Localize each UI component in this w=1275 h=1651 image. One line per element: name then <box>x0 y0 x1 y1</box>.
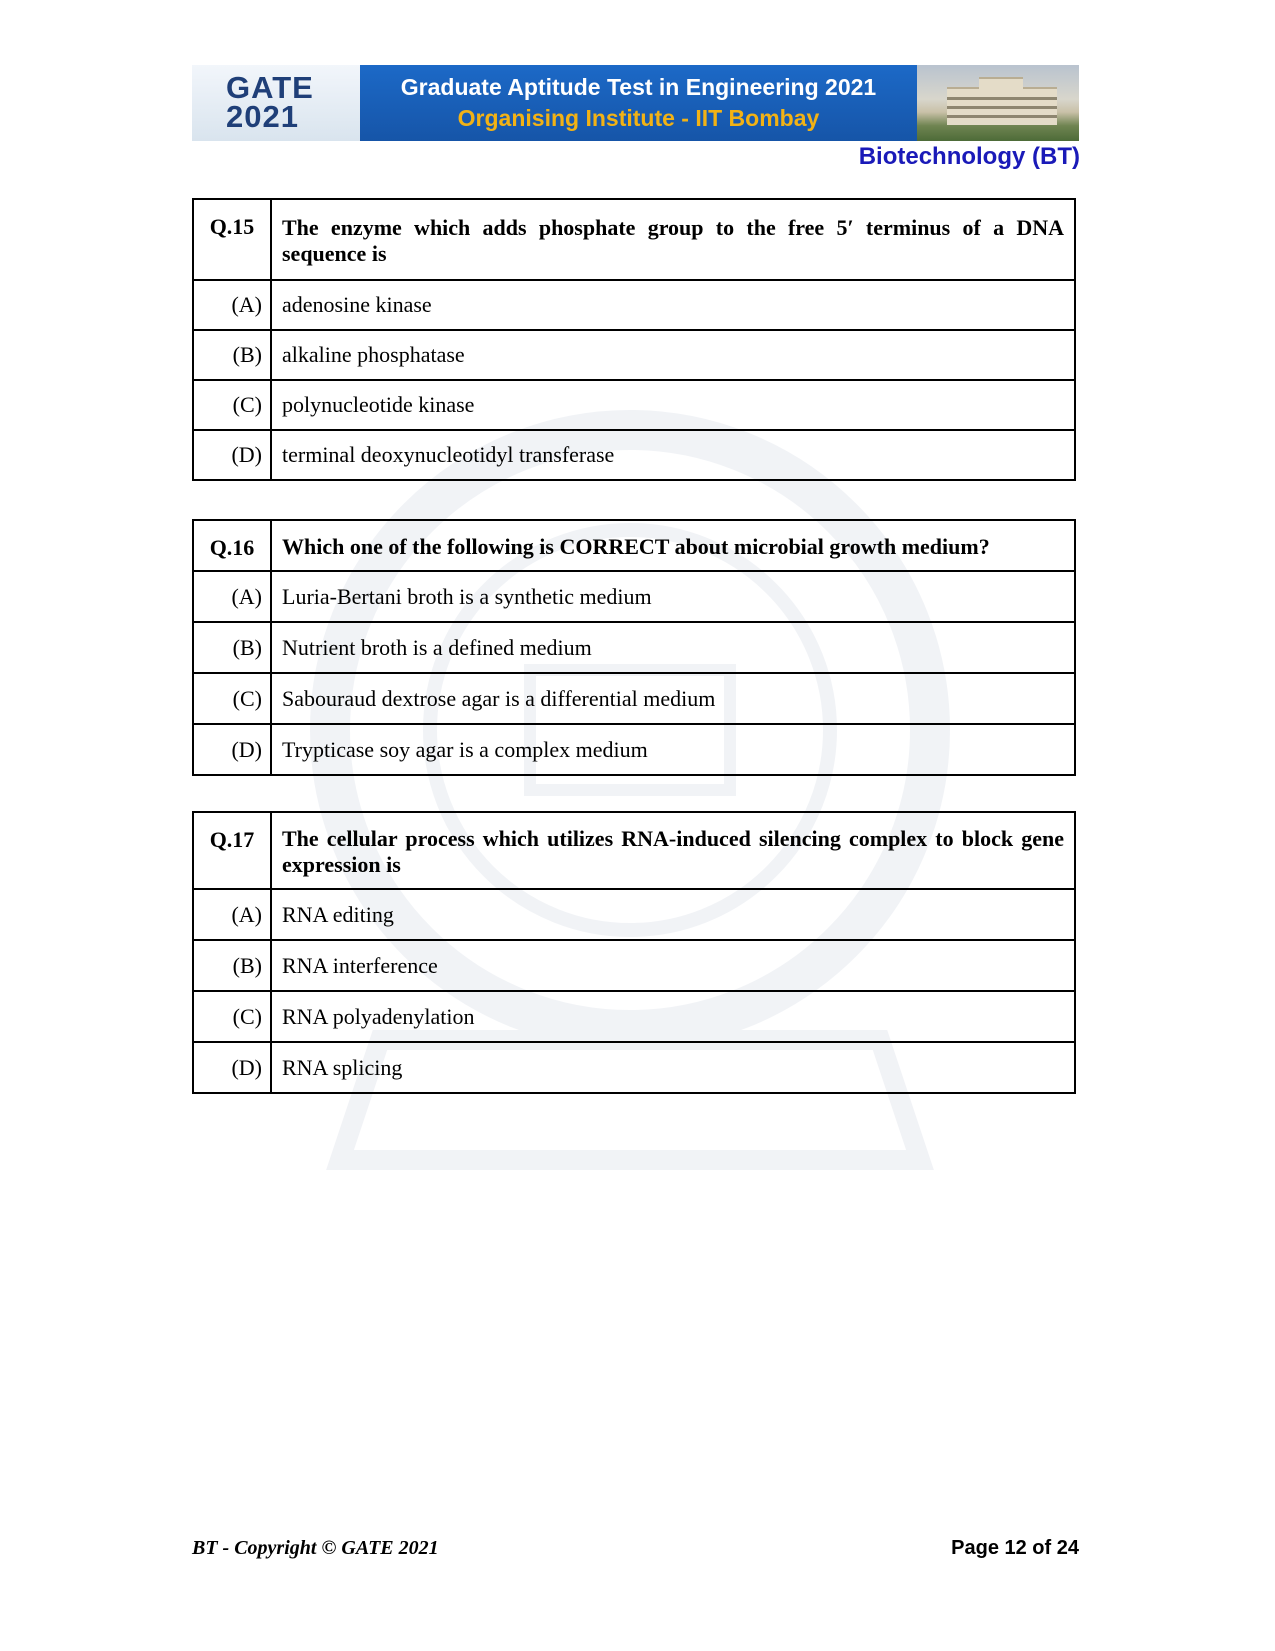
exam-title: Graduate Aptitude Test in Engineering 2021 <box>400 74 877 100</box>
question-number: Q.17 <box>193 812 271 889</box>
option-row <box>193 280 1075 330</box>
question-row <box>193 520 1075 571</box>
page-indicator <box>951 1537 1079 1560</box>
question-text: The cellular process which utilizes RNA-induced silencing complex to block gene expression is <box>271 812 1075 889</box>
option-row <box>193 889 1075 940</box>
question-table-q15 <box>192 198 1076 481</box>
question-row <box>193 812 1075 889</box>
option-text: polynucleotide kinase <box>271 380 1075 430</box>
option-label: (D) <box>193 430 271 480</box>
logo-text-year: 2021 <box>226 99 299 134</box>
page-total: 24 <box>1056 1537 1079 1559</box>
option-label: (A) <box>193 571 271 622</box>
gate-logo <box>192 65 360 141</box>
banner-title-block <box>360 65 917 141</box>
option-text: RNA editing <box>271 889 1075 940</box>
question-row <box>193 199 1075 280</box>
option-row <box>193 1042 1075 1093</box>
header-banner <box>192 65 1079 141</box>
option-text: RNA polyadenylation <box>271 991 1075 1042</box>
option-label: (D) <box>193 724 271 775</box>
option-label: (A) <box>193 280 271 330</box>
option-label: (B) <box>193 940 271 991</box>
option-text: alkaline phosphatase <box>271 330 1075 380</box>
option-label: (C) <box>193 380 271 430</box>
organising-institute: Organising Institute - IIT Bombay <box>457 105 820 131</box>
campus-photo <box>917 65 1079 141</box>
option-label: (C) <box>193 991 271 1042</box>
question-table-q16 <box>192 519 1076 776</box>
option-row <box>193 330 1075 380</box>
option-label: (C) <box>193 673 271 724</box>
option-text: RNA splicing <box>271 1042 1075 1093</box>
option-row <box>193 571 1075 622</box>
option-row <box>193 380 1075 430</box>
option-row <box>193 991 1075 1042</box>
option-text: Luria-Bertani broth is a synthetic medium <box>271 571 1075 622</box>
copyright-notice: BT - Copyright © GATE 2021 <box>192 1537 439 1559</box>
option-row <box>193 673 1075 724</box>
option-text: RNA interference <box>271 940 1075 991</box>
logo-text-gate: GATE <box>226 70 314 105</box>
page-of: of <box>1026 1537 1057 1559</box>
option-label: (A) <box>193 889 271 940</box>
option-label: (B) <box>193 622 271 673</box>
question-text: Which one of the following is CORRECT about microbial growth medium? <box>271 520 1075 571</box>
option-text: terminal deoxynucleotidyl transferase <box>271 430 1075 480</box>
subject-label: Biotechnology (BT) <box>858 143 1080 170</box>
option-label: (D) <box>193 1042 271 1093</box>
question-table-q17 <box>192 811 1076 1094</box>
option-row <box>193 724 1075 775</box>
option-row <box>193 622 1075 673</box>
question-number: Q.15 <box>193 199 271 280</box>
option-row <box>193 940 1075 991</box>
question-number: Q.16 <box>193 520 271 571</box>
option-label: (B) <box>193 330 271 380</box>
option-text: adenosine kinase <box>271 280 1075 330</box>
question-text: The enzyme which adds phosphate group to the free 5′ terminus of a DNA sequence is <box>271 199 1075 280</box>
option-text: Nutrient broth is a defined medium <box>271 622 1075 673</box>
page-prefix: Page <box>951 1537 1005 1559</box>
option-row <box>193 430 1075 480</box>
option-text: Trypticase soy agar is a complex medium <box>271 724 1075 775</box>
option-text: Sabouraud dextrose agar is a differential medium <box>271 673 1075 724</box>
page-current: 12 <box>1004 1537 1027 1559</box>
